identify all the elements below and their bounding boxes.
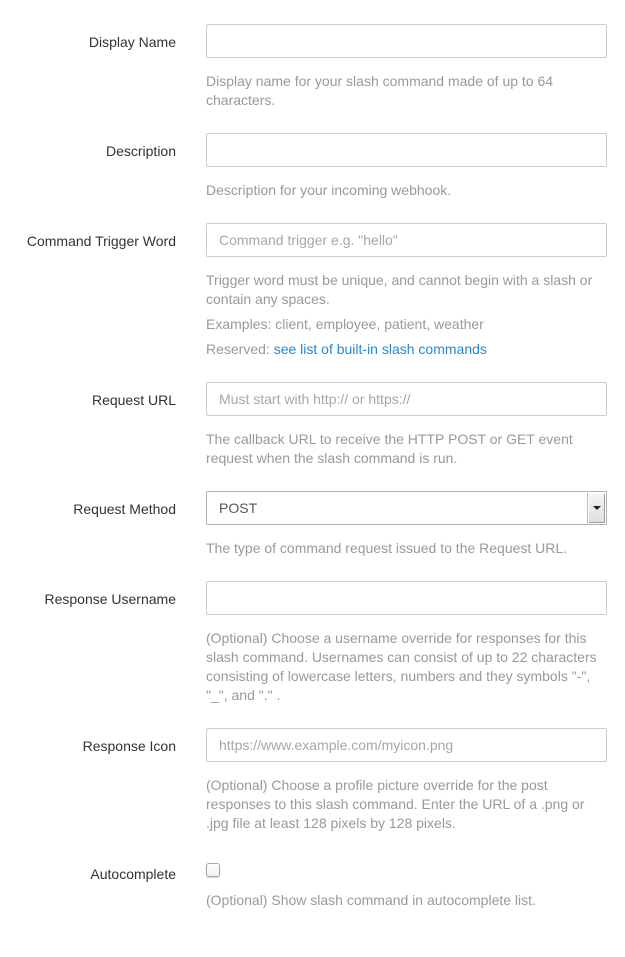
form-group-request-method — [0, 491, 625, 558]
form-group-description — [0, 133, 625, 200]
display-name-input[interactable] — [206, 24, 607, 58]
response-icon-input[interactable] — [206, 728, 607, 762]
display-name-help: Display name for your slash command made of up to 64 characters. — [206, 73, 554, 108]
form-group-autocomplete — [0, 856, 625, 910]
request-url-label: Request URL — [91, 392, 176, 408]
request-url-help: The callback URL to receive the HTTP POST or GET event request when the slash command is run. — [206, 431, 573, 466]
description-label: Description — [105, 143, 176, 159]
trigger-help-examples: Examples: client, employee, patient, weather — [206, 316, 484, 332]
request-method-help: The type of command request issued to the Request URL. — [206, 540, 568, 556]
built-in-commands-link[interactable]: see list of built-in slash commands — [273, 341, 487, 357]
dropdown-arrow-icon — [587, 493, 605, 523]
response-username-input[interactable] — [206, 581, 607, 615]
request-url-input[interactable] — [206, 382, 607, 416]
response-icon-label: Response Icon — [82, 738, 176, 754]
form-group-trigger-word — [0, 223, 625, 359]
trigger-word-label: Command Trigger Word — [26, 233, 176, 249]
request-method-select[interactable] — [206, 491, 607, 525]
trigger-word-help — [206, 271, 607, 359]
description-input[interactable] — [206, 133, 607, 167]
autocomplete-label: Autocomplete — [90, 866, 176, 882]
response-icon-help: (Optional) Choose a profile picture override for the post responses to this slash command. Enter the URL of a .png or .jpg file at least 128 pixels by 128 pixels. — [206, 777, 585, 831]
trigger-help-unique: Trigger word must be unique, and cannot begin with a slash or contain any spaces. — [206, 272, 593, 307]
form-group-request-url — [0, 382, 625, 468]
autocomplete-checkbox[interactable] — [206, 863, 220, 877]
reserved-label: Reserved: — [206, 341, 274, 357]
trigger-word-input[interactable] — [206, 223, 607, 257]
description-help: Description for your incoming webhook. — [206, 182, 452, 198]
response-username-help: (Optional) Choose a username override for responses for this slash command. Usernames can consist of up to 22 characters consisting of lowercase letters, numbers and they symbols "-", "_", and "." . — [206, 630, 597, 703]
form-group-response-icon — [0, 728, 625, 833]
response-username-label: Response Username — [44, 591, 176, 607]
form-group-response-username — [0, 581, 625, 705]
autocomplete-help: (Optional) Show slash command in autocomplete list. — [206, 892, 536, 908]
form-group-display-name — [0, 24, 625, 110]
display-name-label: Display Name — [88, 34, 176, 50]
trigger-help-reserved — [206, 340, 607, 359]
request-method-label: Request Method — [73, 501, 176, 517]
request-method-value: POST — [219, 500, 258, 516]
